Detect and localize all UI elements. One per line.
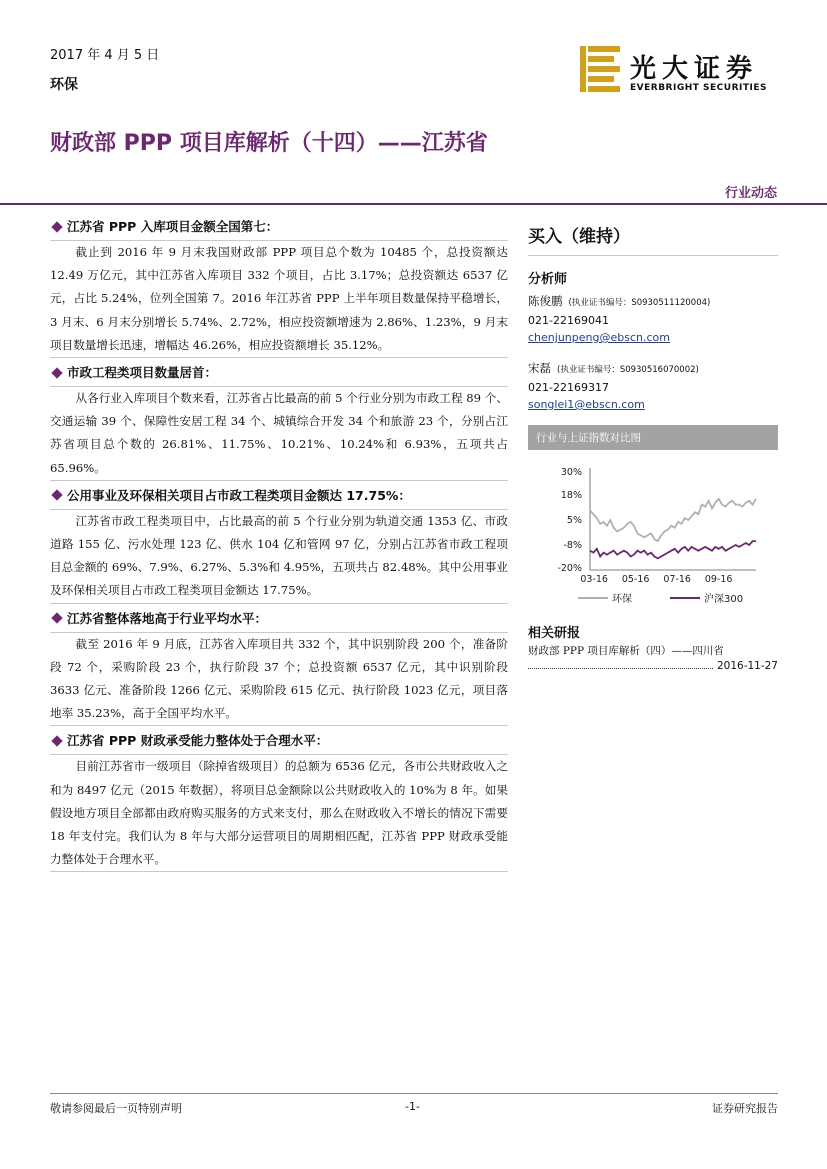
analyst-email-link[interactable]: songlei1@ebscn.com (528, 398, 645, 411)
chart-canvas (528, 450, 778, 610)
y-tick-label: 30% (560, 467, 582, 478)
legend-label: 沪深300 (704, 594, 744, 605)
analyst-name: 陈俊鹏 (528, 294, 563, 308)
chart-title: 行业与上证指数对比图 (528, 425, 778, 450)
report-date: 2017 年 4 月 5 日 (50, 48, 160, 63)
section (50, 362, 508, 481)
section (50, 730, 508, 872)
x-tick-label: 07-16 (663, 574, 691, 585)
section (50, 608, 508, 727)
report-title: 财政部 PPP 项目库解析（十四）——江苏省 (50, 131, 488, 156)
x-tick-label: 03-16 (580, 574, 608, 585)
analyst-card (528, 293, 778, 346)
section-heading-text: 江苏省整体落地高于行业平均水平： (67, 610, 268, 626)
report-type: 行业动态 (724, 186, 777, 201)
section-heading-text: 江苏省 PPP 入库项目金额全国第七： (67, 219, 279, 234)
sector-label: 环保 (50, 77, 78, 93)
y-tick-label: -20% (557, 563, 582, 574)
related-report-title[interactable]: 财政部 PPP 项目库解析（四）——四川省 (528, 645, 724, 657)
comparison-chart (528, 425, 778, 610)
footer-label: 证券研究报告 (712, 1102, 778, 1115)
diamond-bullet-icon (51, 735, 62, 746)
y-tick-label: 5% (566, 515, 582, 526)
analyst-cert: (执业证书编号：S0930511120004) (568, 298, 711, 308)
section-heading (50, 485, 508, 507)
footer-disclaimer: 敬请参阅最后一页特别声明 (50, 1102, 182, 1115)
section-heading-text: 市政工程类项目数量居首： (67, 365, 218, 381)
section-paragraph: 目前江苏省市一级项目（除掉省级项目）的总额为 6536 亿元，各市公共财政收入之和为 8497 亿元（2015 年数据），将项目总金额除以公共财政收入的 10%为 8 年。如果假设地方项目全部都由政府购买服务的方式来支付，那么在财政收入不增长的情况下需要 18 年支付完。我们认为 8 年与大部分运营项目的周期相匹配，江苏省 PPP 财政承受能力整体处于合理水平。 (50, 759, 508, 867)
section-paragraph: 从各行业入库项目个数来看，江苏省占比最高的前 5 个行业分别为市政工程 89 个、交通运输 39 个、保障性安居工程 34 个、城镇综合开发 34 个和旅游 23 个，分别占江苏省项目总个数的 26.81%、11.75%、10.21%、10.24%和 6.93%，五项共占 65.96%。 (50, 391, 508, 475)
x-tick-label: 05-16 (621, 574, 650, 585)
diamond-bullet-icon (51, 221, 62, 232)
series-line (590, 541, 756, 558)
company-logo (580, 46, 780, 96)
analyst-heading: 分析师 (528, 272, 568, 287)
legend-label: 环保 (612, 594, 632, 605)
logo-english-name: EVERBRIGHT SECURITIES (630, 83, 767, 93)
analyst-card (528, 360, 778, 413)
y-tick-label: -8% (563, 539, 582, 551)
sidebar (528, 212, 778, 672)
related-research-heading: 相关研报 (528, 626, 581, 641)
investment-rating: 买入（维持） (528, 227, 630, 247)
analyst-phone: 021-22169317 (528, 381, 609, 394)
analyst-phone: 021-22169041 (528, 314, 609, 327)
sidebar-divider (528, 255, 778, 256)
section-heading (50, 216, 508, 238)
section-heading-text: 公用事业及环保相关项目占市政工程类项目金额达 17.75%： (67, 487, 411, 503)
section-paragraph: 江苏省市政工程类项目中，占比最高的前 5 个行业分别为轨道交通 1353 亿、市政道路 155 亿、污水处理 123 亿、供水 104 亿和管网 97 亿，分别占江苏省市政工程项目总金额的 69%、7.9%、6.27%、5.3%和 4.95%，五项共占 82.48%。其中公用事业及环保相关项目占市政工程类项目金额达 17.75%。 (50, 513, 508, 598)
related-report-line (528, 660, 778, 672)
section (50, 485, 508, 604)
section-heading (50, 730, 508, 752)
section-heading (50, 362, 508, 384)
page-number: -1- (405, 1100, 420, 1113)
analyst-cert: (执业证书编号：S0930516070002) (557, 365, 699, 375)
section-heading (50, 608, 508, 630)
section-heading-text: 江苏省 PPP 财政承受能力整体处于合理水平： (67, 733, 329, 749)
x-tick-label: 09-16 (704, 574, 733, 585)
diamond-bullet-icon (51, 367, 62, 378)
header-divider (0, 203, 827, 205)
analyst-name: 宋磊 (528, 361, 551, 375)
logo-chinese-name: 光大证券 (630, 54, 759, 84)
related-report-date: 2016-11-27 (716, 660, 778, 672)
diamond-bullet-icon (51, 490, 62, 501)
section-paragraph: 截至 2016 年 9 月底，江苏省入库项目共 332 个，其中识别阶段 200 个，准备阶段 72 个，采购阶段 23 个，执行阶段 37 个；总投资额 6537 亿元，其中识别阶段 3633 亿元、准备阶段 1266 亿元、采购阶段 615 亿元、执行阶段 1023 亿元，项目落地率 35.23%，高于全国平均水平。 (50, 636, 508, 721)
diamond-bullet-icon (51, 612, 62, 623)
dot-leader (528, 661, 713, 669)
section (50, 216, 508, 358)
everbright-logo-icon (580, 46, 620, 92)
footer-divider (50, 1093, 778, 1094)
main-content (50, 212, 508, 872)
series-line (590, 499, 756, 541)
analyst-email-link[interactable]: chenjunpeng@ebscn.com (528, 331, 670, 344)
y-tick-label: 18% (560, 490, 582, 502)
section-paragraph: 截止到 2016 年 9 月末我国财政部 PPP 项目总个数为 10485 个，总投资额达 12.49 万亿元，其中江苏省入库项目 332 个项目，占比 3.17%；总投资额达 6537 亿元，占比 5.24%，位列全国第 7。2016 年江苏省 PPP 上半年项目数量保持平稳增长，3 月末、6 月末分别增长 5.74%、2.72%，相应投资额增速为 2.86%、1.23%，9 月末项目数量增长迅速，增幅达 46.26%，相应投资额增长 35.12%。 (50, 245, 508, 352)
